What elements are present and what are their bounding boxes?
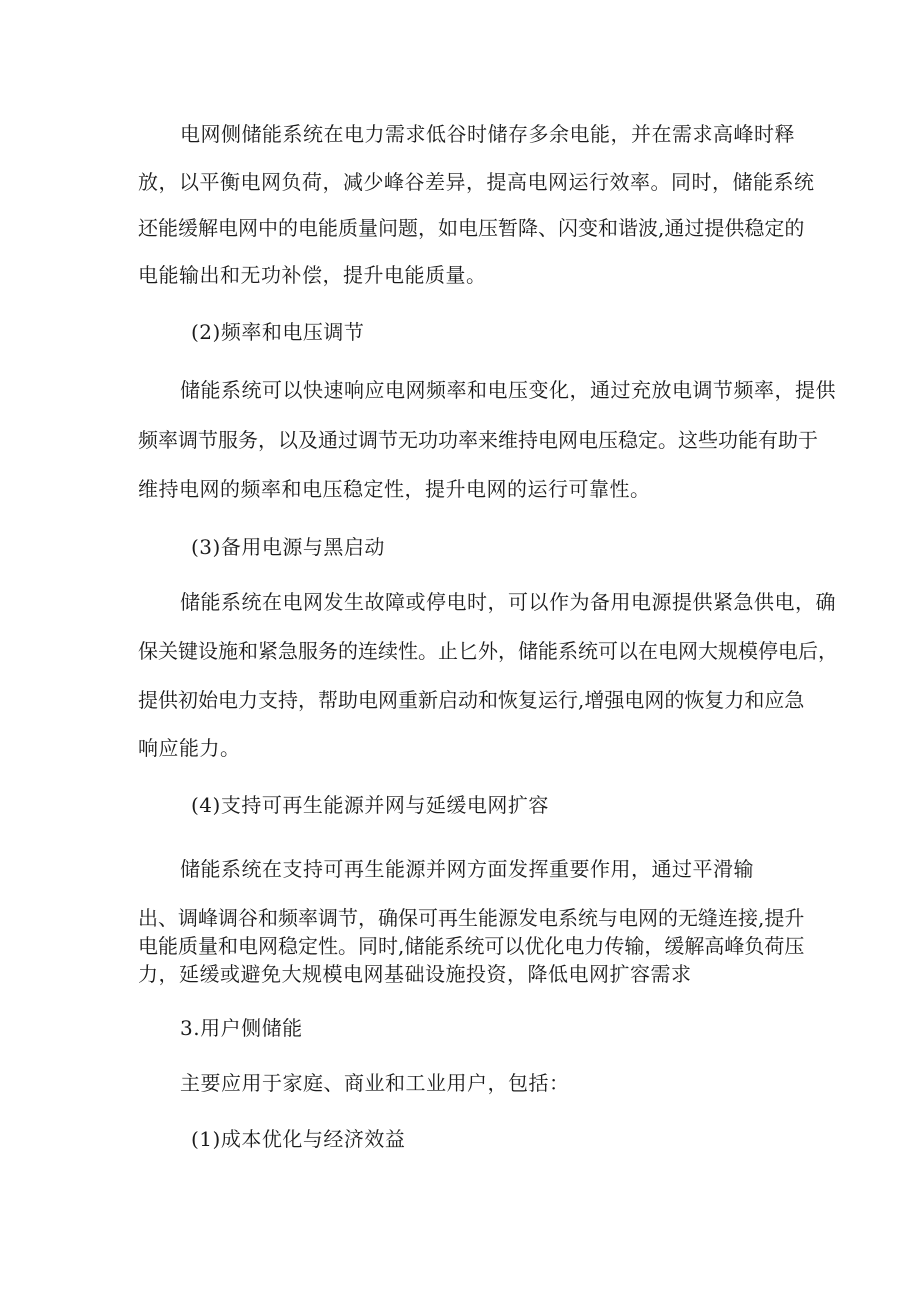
paragraph-line: 放，以平衡电网负荷，减少峰谷差异，提高电网运行效率。同时，储能系统 [138, 170, 815, 194]
paragraph-line: 储能系统在电网发生故障或停电时，可以作为备用电源提供紧急供电，确 [180, 590, 836, 614]
paragraph-line: 储能系统在支持可再生能源并网方面发挥重要作用，通过平滑输 [180, 857, 754, 881]
paragraph-line: 力，延缓或避免大规模电网基础设施投资，降低电网扩容需求 [138, 962, 692, 986]
paragraph-line: 保关键设施和紧急服务的连续性。止匕外，储能系统可以在电网大规模停电后， [138, 639, 838, 663]
paragraph-line: 维持电网的频率和电压稳定性，提升电网的运行可靠性。 [138, 477, 651, 501]
section-heading: 3.用户侧储能 [180, 1016, 303, 1040]
paragraph-line: 电能输出和无功补偿，提升电能质量。 [138, 263, 487, 287]
section-heading: (2)频率和电压调节 [191, 320, 365, 344]
paragraph-line: 响应能力。 [138, 736, 241, 760]
paragraph-line: 主要应用于家庭、商业和工业用户，包括： [180, 1071, 570, 1095]
section-heading: (3)备用电源与黑启动 [191, 535, 385, 559]
paragraph-line: 电能质量和电网稳定性。同时,储能系统可以优化电力传输，缓解高峰负荷压 [138, 934, 805, 958]
paragraph-line: 提供初始电力支持，帮助电网重新启动和恢复运行,增强电网的恢复力和应急 [138, 688, 805, 712]
paragraph-line: 出、调峰调谷和频率调节，确保可再生能源发电系统与电网的无缝连接,提升 [138, 906, 805, 930]
paragraph-line: 储能系统可以快速响应电网频率和电压变化，通过充放电调节频率，提供 [180, 378, 836, 402]
paragraph-line: 电网侧储能系统在电力需求低谷时储存多余电能，并在需求高峰时释 [180, 122, 795, 146]
section-heading: (1)成本优化与经济效益 [191, 1127, 406, 1151]
paragraph-line: 还能缓解电网中的电能质量问题，如电压暂降、闪变和谐波,通过提供稳定的 [138, 216, 805, 240]
section-heading: (4)支持可再生能源并网与延缓电网扩容 [191, 793, 549, 817]
paragraph-line: 频率调节服务，以及通过调节无功功率来维持电网电压稳定。这些功能有助于 [138, 428, 818, 452]
